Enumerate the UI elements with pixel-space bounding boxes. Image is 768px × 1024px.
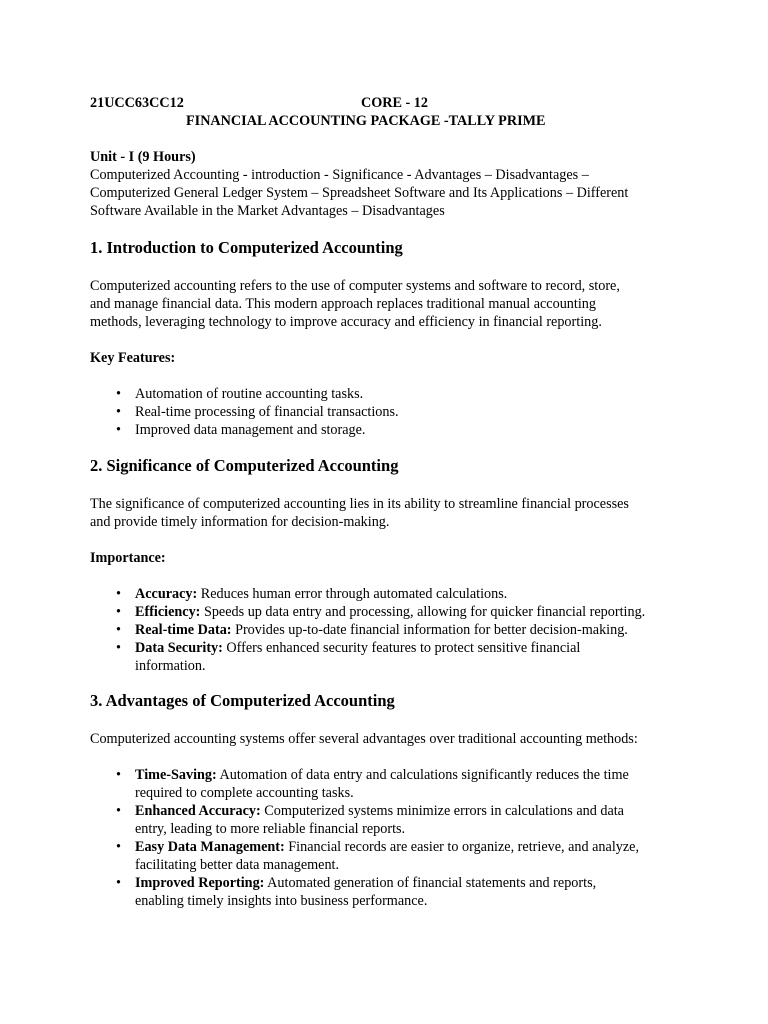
bullet-icon: • <box>116 839 121 855</box>
list-item: • Time-Saving: Automation of data entry and calculations significantly reduces the time required to complete accounting tasks. <box>116 767 629 801</box>
list-item: • Real-time Data: Provides up-to-date financial information for better decision-making. <box>116 622 628 638</box>
list-item: • Automation of routine accounting tasks. <box>116 386 364 402</box>
paragraph-line: Computerized accounting systems offer several advantages over traditional accounting methods: <box>90 731 638 747</box>
unit-heading: Unit - I (9 Hours) <box>90 149 196 165</box>
importance-list <box>90 585 690 675</box>
document-page <box>90 94 690 909</box>
list-item: • Improved data management and storage. <box>116 422 366 438</box>
paragraph-line: methods, leveraging technology to improve accuracy and efficiency in financial reporting. <box>90 314 602 330</box>
list-item: • Easy Data Management: Financial records are easier to organize, retrieve, and analyze, facilitating better data management. <box>116 839 639 873</box>
list-item: • Efficiency: Speeds up data entry and processing, allowing for quicker financial reporting. <box>116 604 646 620</box>
paragraph-line: and manage financial data. This modern approach replaces traditional manual accounting <box>90 296 596 312</box>
key-features-label: Key Features: <box>90 350 176 366</box>
advantages-list <box>90 766 690 910</box>
course-title: FINANCIAL ACCOUNTING PACKAGE -TALLY PRIME <box>186 113 546 129</box>
course-header <box>90 94 690 129</box>
bullet-icon: • <box>116 803 121 819</box>
section-paragraph <box>90 730 690 748</box>
section-paragraph <box>90 277 690 331</box>
bullet-icon: • <box>116 767 121 783</box>
importance-label: Importance: <box>90 550 166 566</box>
paragraph-line: Computerized accounting refers to the use of computer systems and software to record, store, <box>90 278 620 294</box>
bullet-icon: • <box>116 622 121 638</box>
unit-topics-line: Computerized General Ledger System – Spreadsheet Software and Its Applications – Different <box>90 185 629 201</box>
unit-topics-line: Computerized Accounting - introduction - Significance - Advantages – Disadvantages – <box>90 167 589 183</box>
unit-block <box>90 148 628 220</box>
section-paragraph <box>90 495 690 531</box>
bullet-icon: • <box>116 604 121 620</box>
bullet-icon: • <box>116 586 121 602</box>
paragraph-line: The significance of computerized accounting lies in its ability to streamline financial processes <box>90 496 629 512</box>
section-heading: 2. Significance of Computerized Accounting <box>90 456 399 475</box>
unit-topics-line: Software Available in the Market Advantages – Disadvantages <box>90 203 445 219</box>
section-heading: 1. Introduction to Computerized Accounting <box>90 238 403 257</box>
section-heading: 3. Advantages of Computerized Accounting <box>90 691 395 710</box>
course-code: 21UCC63CC12 <box>90 95 184 111</box>
bullet-icon: • <box>116 422 121 438</box>
bullet-icon: • <box>116 404 121 420</box>
bullet-icon: • <box>116 640 121 656</box>
list-item: • Enhanced Accuracy: Computerized systems minimize errors in calculations and data entry, leading to more reliable financial reports. <box>116 803 624 837</box>
list-item: • Real-time processing of financial transactions. <box>116 404 399 420</box>
key-features-list <box>90 385 690 439</box>
core-label: CORE - 12 <box>361 95 428 111</box>
list-item: • Data Security: Offers enhanced security features to protect sensitive financial information. <box>116 640 581 674</box>
list-item: • Improved Reporting: Automated generation of financial statements and reports, enabling timely insights into business performance. <box>116 875 597 909</box>
paragraph-line: and provide timely information for decision-making. <box>90 514 390 530</box>
bullet-icon: • <box>116 875 121 891</box>
bullet-icon: • <box>116 386 121 402</box>
list-item: • Accuracy: Reduces human error through automated calculations. <box>116 586 508 602</box>
